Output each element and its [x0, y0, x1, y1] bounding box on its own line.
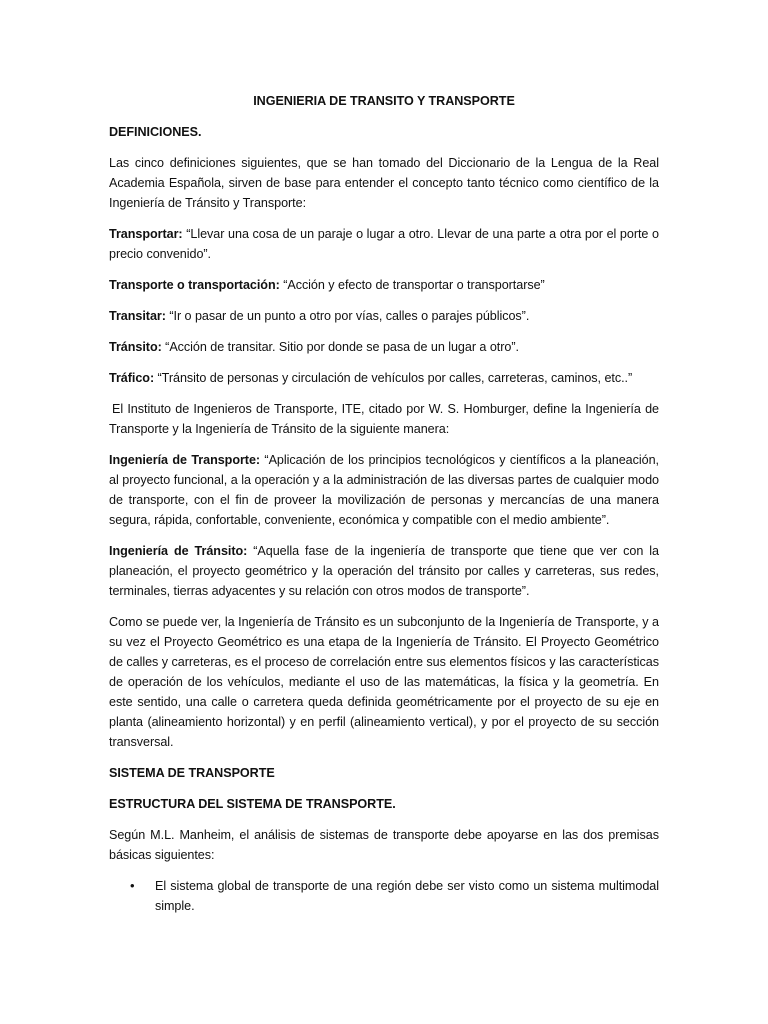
definition-transito — [109, 337, 659, 357]
definition-trafico — [109, 368, 659, 388]
definitions-heading: DEFINICIONES. — [109, 125, 202, 139]
definition-text: “Acción de transitar. Sitio por donde se pasa de un lugar a otro”. — [161, 340, 519, 354]
definition-term: Transitar: — [109, 309, 166, 323]
definition-text: “Aplicación de los principios tecnológicos y científicos a la planeación, al proyecto funcional, a la operación y a la administración de las diversas partes de cualquier modo de transporte, con el fin de proveer la movilización de personas y mercancías de una manera segura, rápida, confortable, conveniente, económica y compatible con el medio ambiente”. — [109, 453, 659, 527]
list-item-text: El sistema global de transporte de una región debe ser visto como un sistema multimodal simple. — [155, 879, 659, 913]
intro-paragraph: Las cinco definiciones siguientes, que se han tomado del Diccionario de la Lengua de la Real Academia Española, sirven de base para entender el concepto tanto técnico como científico de la Ingeniería de Tránsito y Transporte: — [109, 156, 659, 210]
definition-term: Transportar: — [109, 227, 183, 241]
definition-transporte — [109, 275, 659, 295]
definition-term: Tráfico: — [109, 371, 155, 385]
definition-text: “Tránsito de personas y circulación de vehículos por calles, carreteras, caminos, etc..” — [154, 371, 633, 385]
structure-heading: ESTRUCTURA DEL SISTEMA DE TRANSPORTE. — [109, 797, 396, 811]
definition-term: Ingeniería de Tránsito: — [109, 544, 248, 558]
definition-transitar — [109, 306, 659, 326]
document-title: INGENIERIA DE TRANSITO Y TRANSPORTE — [253, 94, 515, 108]
definition-term: Ingeniería de Transporte: — [109, 453, 261, 467]
definition-term: Tránsito: — [109, 340, 162, 354]
definition-transportar — [109, 224, 659, 264]
definition-text: “Aquella fase de la ingeniería de transporte que tiene que ver con la planeación, el proyecto geométrico y la operación del tránsito por calles y carreteras, sus redes, terminales, tierras adyacentes y su relación con otros modos de transporte”. — [109, 544, 659, 598]
premises-list — [109, 876, 659, 916]
list-item — [109, 876, 659, 916]
manheim-paragraph: Según M.L. Manheim, el análisis de sistemas de transporte debe apoyarse en las dos premisas básicas siguientes: — [109, 828, 659, 862]
definition-ingenieria-transporte — [109, 450, 659, 530]
definition-text: “Llevar una cosa de un paraje o lugar a otro. Llevar de una parte a otra por el porte o precio convenido”. — [109, 227, 659, 261]
definition-term: Transporte o transportación: — [109, 278, 280, 292]
definition-text: “Ir o pasar de un punto a otro por vías, calles o parajes públicos”. — [165, 309, 530, 323]
system-heading: SISTEMA DE TRANSPORTE — [109, 766, 275, 780]
ite-intro-paragraph: El Instituto de Ingenieros de Transporte, ITE, citado por W. S. Homburger, define la Ingeniería de Transporte y la Ingeniería de Tránsito de la siguiente manera: — [109, 402, 659, 436]
definition-text: “Acción y efecto de transportar o transportarse” — [279, 278, 545, 292]
subset-paragraph: Como se puede ver, la Ingeniería de Tránsito es un subconjunto de la Ingeniería de Transporte, y a su vez el Proyecto Geométrico es una etapa de la Ingeniería de Tránsito. El Proyecto Geométrico de calles y carreteras, es el proceso de correlación entre sus elementos físicos y las características de operación de los vehículos, mediante el uso de las matemáticas, la física y la geometría. En este sentido, una calle o carretera queda definida geométricamente por el proyecto de su eje en planta (alineamiento horizontal) y en perfil (alineamiento vertical), y por el proyecto de su sección transversal. — [109, 615, 659, 749]
definition-ingenieria-transito — [109, 541, 659, 601]
bullet-icon: • — [130, 878, 135, 893]
